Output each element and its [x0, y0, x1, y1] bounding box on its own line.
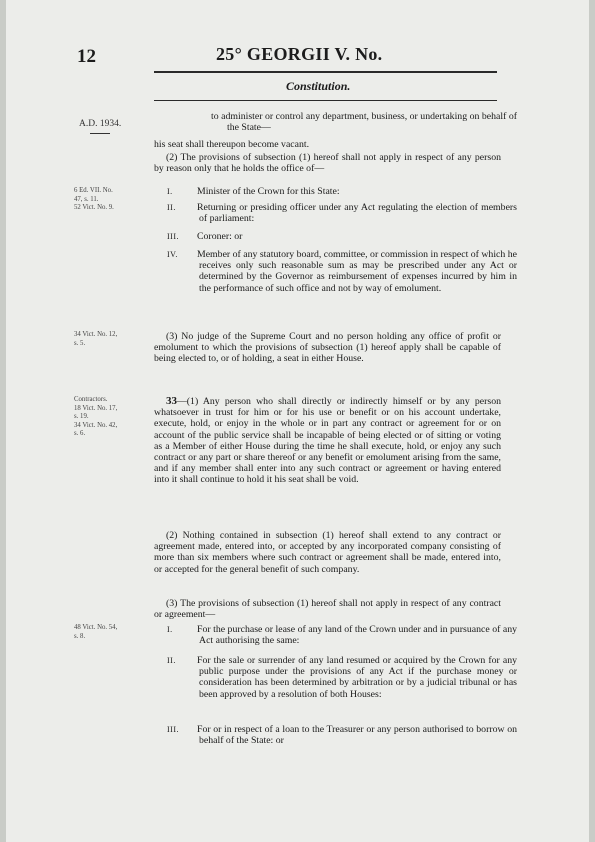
margin-note-line: 47, s. 11. [74, 195, 99, 203]
margin-note-line: 34 Vict. No. 12, [74, 331, 118, 338]
margin-note-line: s. 5. [74, 339, 86, 347]
margin-note-line: 34 Vict. No. 42, [74, 421, 118, 429]
header-rule-top [154, 71, 497, 73]
margin-note-line: Contractors. [74, 396, 108, 403]
margin-note-3 [74, 396, 156, 439]
margin-year-rule [90, 133, 110, 134]
margin-note-2 [74, 331, 156, 348]
margin-note-line: s. 19. [74, 413, 89, 420]
section-text: —(1) Any person who shall directly or indirectly himself or by any person whatsoever in trust for him or for his use or benefit or on his account undertake, execute, hold, or enjoy in the whole or in part any contract or agreement for or on account of the public service shall be incapable of being elected or of sitting or voting as a Member of either House during the time he shall execute, hold, or enjoy any such contract or any part or share thereof or any benefit or emolument arising from the same, and if any member shall enter into any such contract or agreement or having entered into it shall continue to hold it his seat shall be void. [154, 396, 501, 486]
list2-item-i [167, 624, 517, 647]
subsection-2: (2) The provisions of subsection (1) hereof shall not apply in respect of any person by reason only that he holds the office of— [154, 152, 501, 175]
margin-note-line: 52 Vict. No. 9. [74, 204, 114, 211]
list2-item-ii [167, 655, 517, 700]
list-text: Coroner: or [197, 231, 243, 242]
list-numeral: IV. [167, 250, 178, 259]
margin-note-line: s. 6. [74, 430, 86, 437]
paragraph-vacant: his seat shall thereupon become vacant. [154, 139, 310, 150]
margin-note-line: s. 8. [74, 632, 86, 640]
subsection-3: (3) No judge of the Supreme Court and no person holding any office of profit or emolument to which the provisions of subsection (1) hereof apply shall be capable of being elected to, or of holding, a seat in either House. [154, 331, 501, 365]
list-numeral: III. [167, 725, 179, 734]
list2-item-iii [167, 724, 517, 747]
list-text: Member of any statutory board, committee, or commission in respect of which he receives only such reasonable sum as may be prescribed under any Act or determined by the Governor as reimbursement of expenses incurred by him in the performance of such office and not by way of emolument. [197, 249, 517, 294]
page-title: 25° GEORGII V. No. [216, 44, 383, 64]
document-page [6, 0, 589, 842]
list-text: For the purchase or lease of any land of the Crown under and in pursuance of any Act authorising the same: [197, 624, 517, 647]
list-numeral: I. [167, 187, 173, 196]
list-text: For the sale or surrender of any land resumed or acquired by the Crown for any public purpose under the provisions of any Act if the purchase money or consideration has been determined by arbitration or by a judicial tribunal or has been approved by a resolution of both Houses: [197, 655, 517, 700]
header-rule-bottom [154, 100, 497, 101]
margin-note-line: 18 Vict. No. 17, [74, 404, 118, 412]
page-number: 12 [77, 46, 96, 67]
margin-note-4 [74, 624, 156, 641]
section-33-subsection-1 [154, 396, 501, 486]
list-numeral: III. [167, 232, 179, 241]
list-item-ii [167, 202, 517, 225]
margin-note-line: 6 Ed. VII. No. [74, 187, 113, 194]
list-numeral: II. [167, 203, 176, 212]
page-subtitle: Constitution. [286, 79, 351, 93]
section-number: 33 [166, 395, 177, 407]
list-item-i [167, 186, 517, 197]
margin-year: A.D. 1934. [79, 119, 122, 129]
list-numeral: I. [167, 625, 173, 634]
margin-note-line: 48 Vict. No. 54, [74, 624, 118, 631]
paragraph-continuation: to administer or control any department, business, or undertaking on behalf of the State— [211, 111, 517, 134]
margin-note-1 [74, 187, 156, 213]
list-text: Returning or presiding officer under any Act regulating the election of members of parliament: [197, 202, 517, 225]
list-item-iii [167, 231, 517, 242]
list-numeral: II. [167, 656, 176, 665]
list-text: For or in respect of a loan to the Treasurer or any person authorised to borrow on behalf of the State: or [197, 724, 517, 747]
list-item-iv [167, 249, 517, 294]
section-33-subsection-2: (2) Nothing contained in subsection (1) hereof shall extend to any contract or agreement made, entered into, or accepted by any incorporated company consisting of more than six members where such contract or agreement shall be made, entered into, or accepted for the general benefit of such company. [154, 530, 501, 575]
list-text: Minister of the Crown for this State: [197, 186, 340, 197]
section-33-subsection-3: (3) The provisions of subsection (1) hereof shall not apply in respect of any contract or agreement— [154, 598, 501, 621]
